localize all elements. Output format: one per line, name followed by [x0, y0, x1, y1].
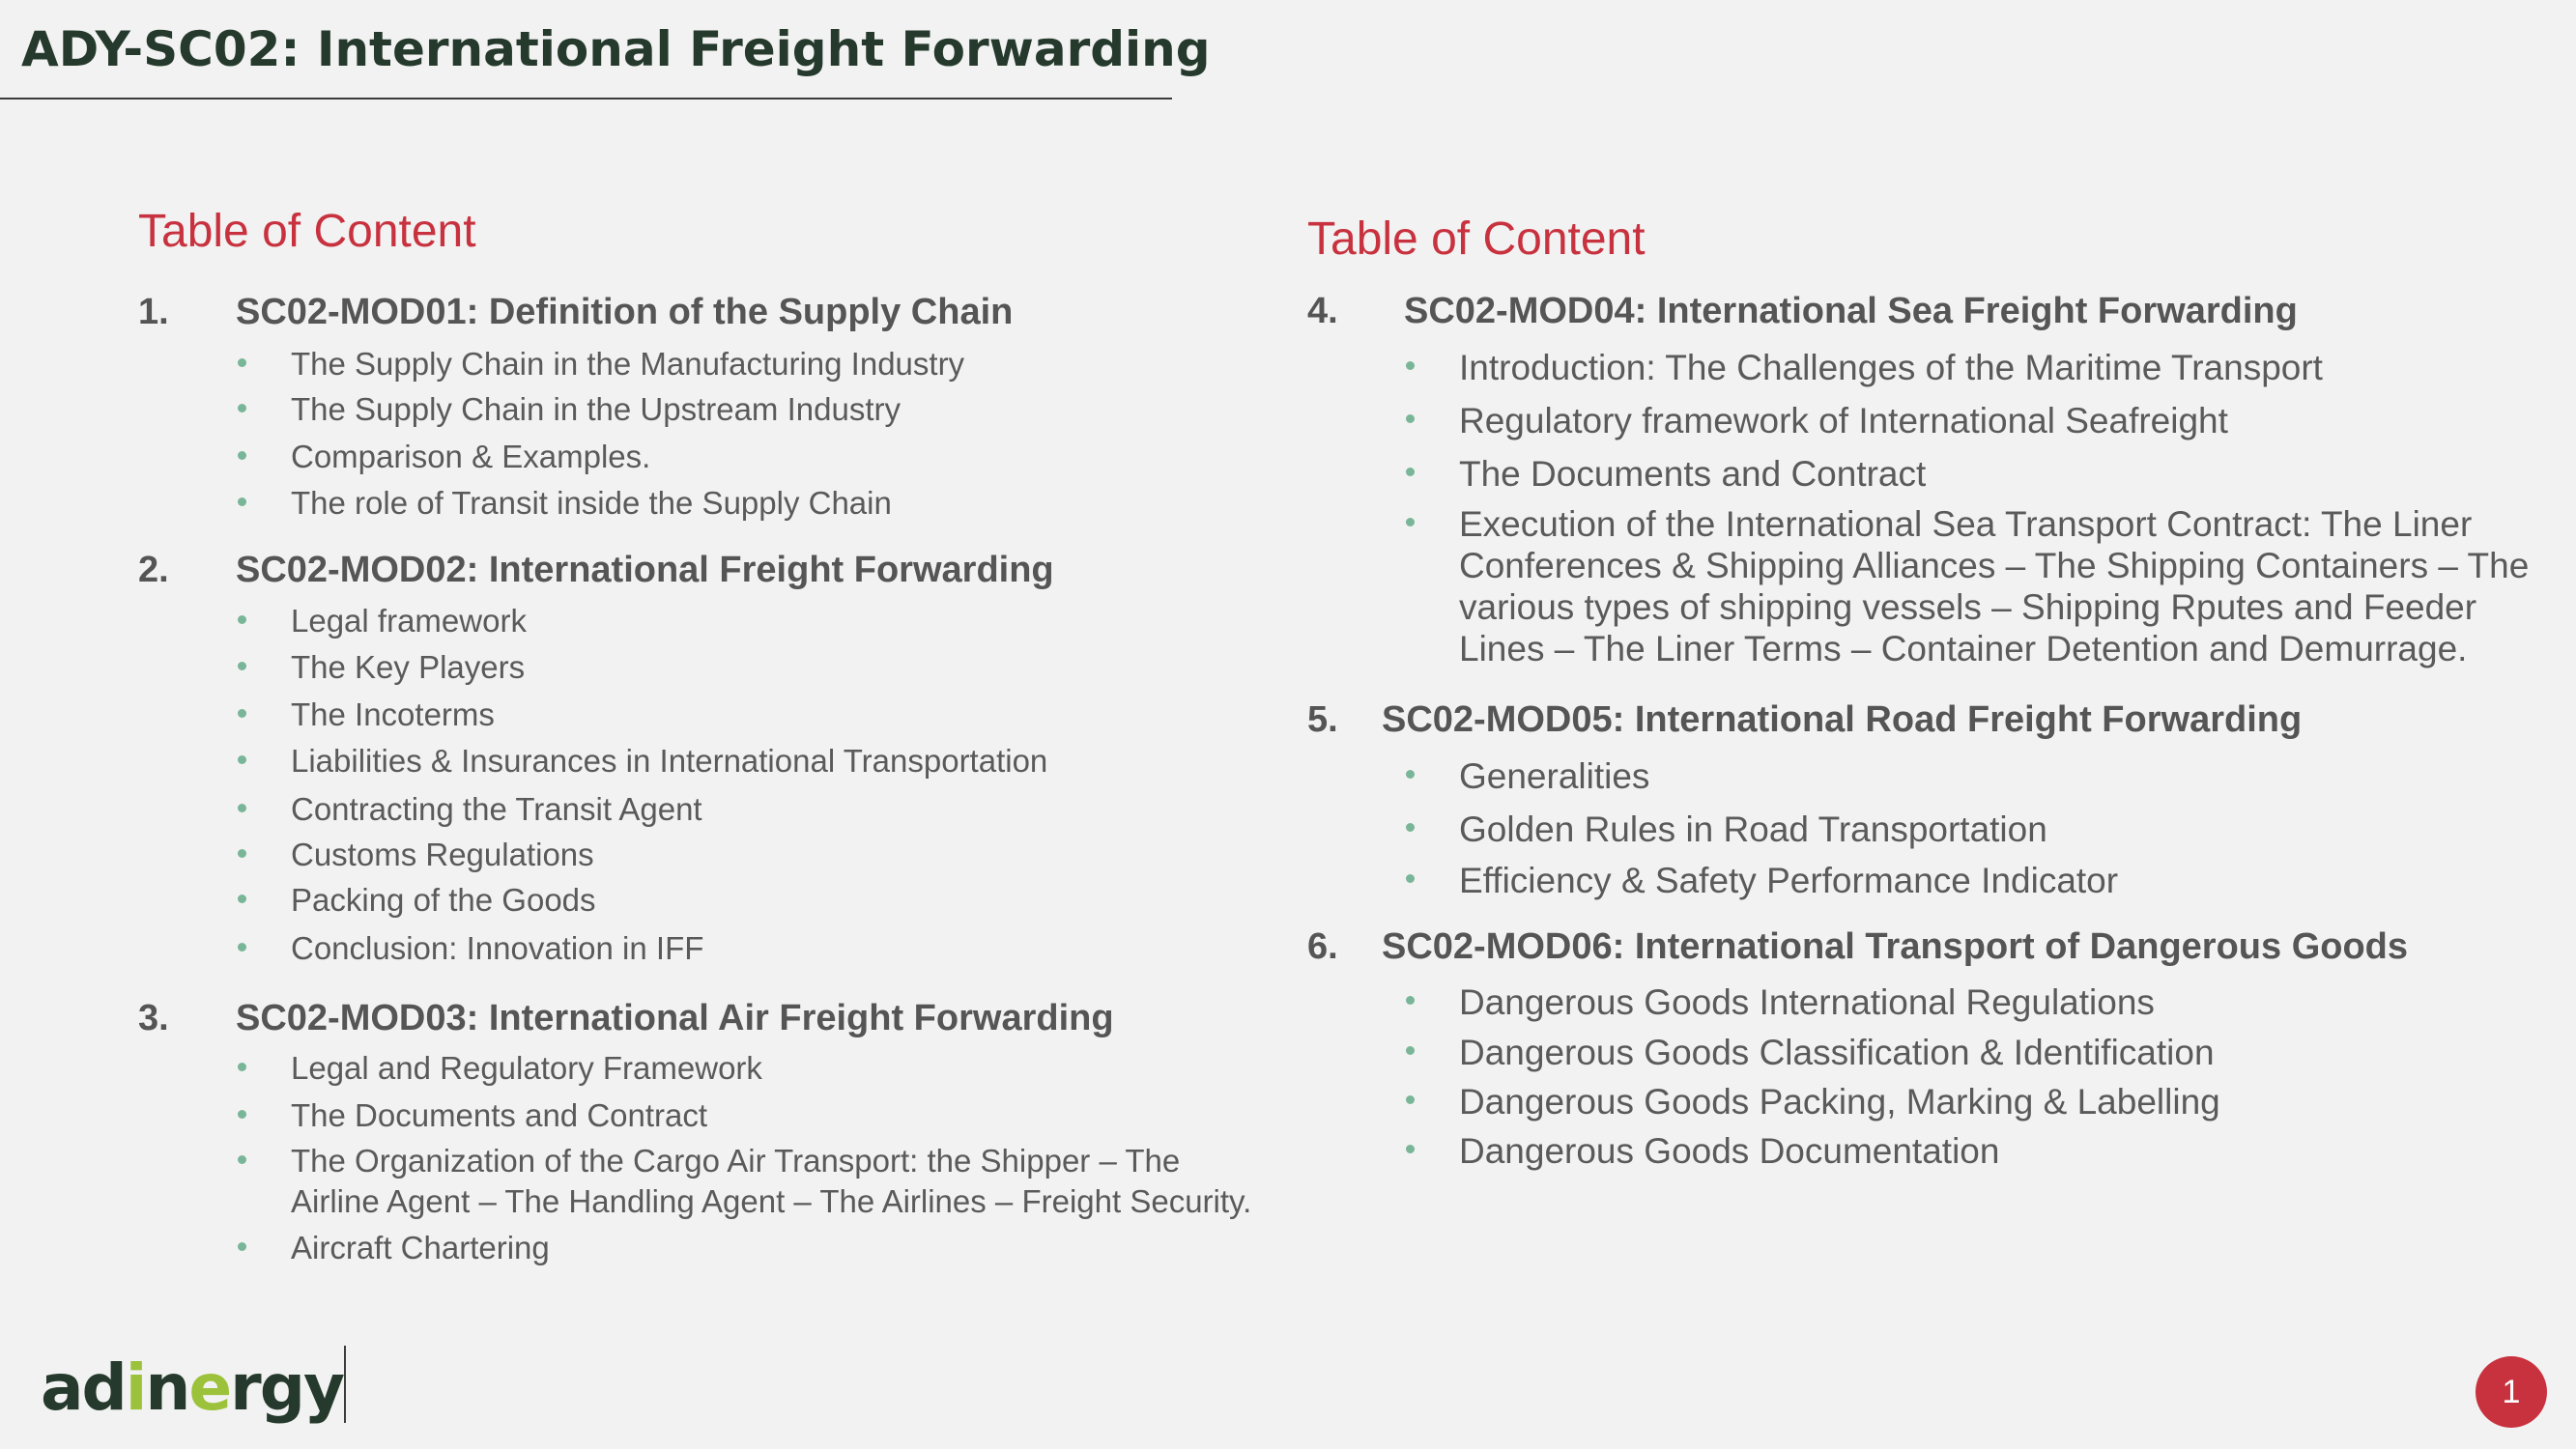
list-item: Dangerous Goods Packing, Marking & Labelling: [1459, 1082, 2220, 1122]
bullet-icon: [1406, 361, 1415, 370]
module-title: SC02-MOD05: International Road Freight Forwarding: [1382, 699, 2303, 740]
list-item: The Supply Chain in the Upstream Industry: [291, 391, 901, 428]
module-title: SC02-MOD06: International Transport of Dangerous Goods: [1382, 926, 2409, 967]
bullet-icon: [1406, 518, 1415, 526]
bullet-icon: [1406, 468, 1415, 476]
module-number: 1.: [138, 292, 169, 332]
bullet-icon: [238, 849, 246, 858]
list-item: The Key Players: [291, 649, 525, 686]
bullet-icon: [1406, 414, 1415, 423]
bullet-icon: [238, 1063, 246, 1071]
module-number: 2.: [138, 550, 169, 590]
bullet-icon: [238, 895, 246, 903]
list-item: Dangerous Goods International Regulations: [1459, 982, 2155, 1023]
bullet-icon: [1406, 1095, 1415, 1104]
list-item: The Incoterms: [291, 696, 495, 733]
module-title: SC02-MOD02: International Freight Forwarding: [236, 550, 1054, 590]
list-item: The Supply Chain in the Manufacturing Industry: [291, 346, 964, 383]
list-item-continuation: Airline Agent – The Handling Agent – The Airlines – Freight Security.: [291, 1183, 1252, 1219]
list-item: The Documents and Contract: [1459, 454, 1926, 495]
list-item: Conclusion: Innovation in IFF: [291, 930, 703, 967]
list-item: Efficiency & Safety Performance Indicator: [1459, 861, 2118, 901]
module-number: 6.: [1307, 926, 1338, 967]
bullet-icon: [238, 404, 246, 412]
bullet-icon: [238, 615, 246, 624]
bullet-icon: [1406, 874, 1415, 883]
module-title: SC02-MOD03: International Air Freight Forwarding: [236, 998, 1114, 1038]
bullet-icon: [238, 358, 246, 367]
bullet-icon: [238, 451, 246, 460]
bullet-icon: [238, 1155, 246, 1164]
bullet-icon: [1406, 1046, 1415, 1055]
page-number-badge: 1: [2476, 1356, 2547, 1428]
list-item: Golden Rules in Road Transportation: [1459, 810, 2047, 850]
toc-heading-left: Table of Content: [138, 206, 476, 257]
list-item: Generalities: [1459, 756, 1649, 797]
header-divider: [0, 98, 1172, 99]
list-item: Contracting the Transit Agent: [291, 791, 702, 828]
list-item: Dangerous Goods Documentation: [1459, 1131, 1999, 1172]
bullet-icon: [1406, 823, 1415, 832]
bullet-icon: [238, 497, 246, 506]
list-item: Aircraft Chartering: [291, 1230, 550, 1266]
list-item: Liabilities & Insurances in International Transportation: [291, 743, 1047, 780]
list-item: Legal and Regulatory Framework: [291, 1050, 762, 1087]
bullet-icon: [238, 709, 246, 718]
list-item-continuation: Lines – The Liner Terms – Container Detention and Demurrage.: [1459, 629, 2468, 668]
module-number: 5.: [1307, 699, 1338, 740]
bullet-icon: [238, 1110, 246, 1119]
bullet-icon: [238, 1242, 246, 1251]
list-item: Introduction: The Challenges of the Maritime Transport: [1459, 348, 2323, 388]
adinergy-logo: adinergy: [41, 1350, 343, 1425]
bullet-icon: [238, 943, 246, 952]
list-item: The role of Transit inside the Supply Chain: [291, 485, 892, 522]
list-item: Execution of the International Sea Transport Contract: The Liner: [1459, 504, 2472, 545]
document-title: ADY-SC02: International Freight Forwarding: [21, 21, 1211, 77]
module-title: SC02-MOD01: Definition of the Supply Chain: [236, 292, 1014, 332]
list-item: Customs Regulations: [291, 837, 594, 873]
bullet-icon: [1406, 996, 1415, 1005]
list-item-continuation: various types of shipping vessels – Shipping Rputes and Feeder: [1459, 587, 2477, 627]
bullet-icon: [238, 662, 246, 670]
module-title: SC02-MOD04: International Sea Freight Forwarding: [1404, 291, 2298, 331]
footer-divider: [344, 1346, 346, 1423]
list-item: Legal framework: [291, 603, 527, 639]
list-item: Packing of the Goods: [291, 882, 596, 919]
bullet-icon: [238, 804, 246, 812]
bullet-icon: [238, 755, 246, 764]
list-item: Regulatory framework of International Seafreight: [1459, 401, 2228, 441]
list-item: Dangerous Goods Classification & Identification: [1459, 1033, 2215, 1073]
bullet-icon: [1406, 1145, 1415, 1153]
module-number: 4.: [1307, 291, 1338, 331]
bullet-icon: [1406, 770, 1415, 779]
list-item: Comparison & Examples.: [291, 439, 650, 475]
module-number: 3.: [138, 998, 169, 1038]
toc-heading-right: Table of Content: [1307, 213, 1646, 265]
list-item: The Documents and Contract: [291, 1097, 707, 1134]
list-item-continuation: Conferences & Shipping Alliances – The Shipping Containers – The: [1459, 546, 2530, 585]
list-item: The Organization of the Cargo Air Transport: the Shipper – The: [291, 1143, 1180, 1179]
